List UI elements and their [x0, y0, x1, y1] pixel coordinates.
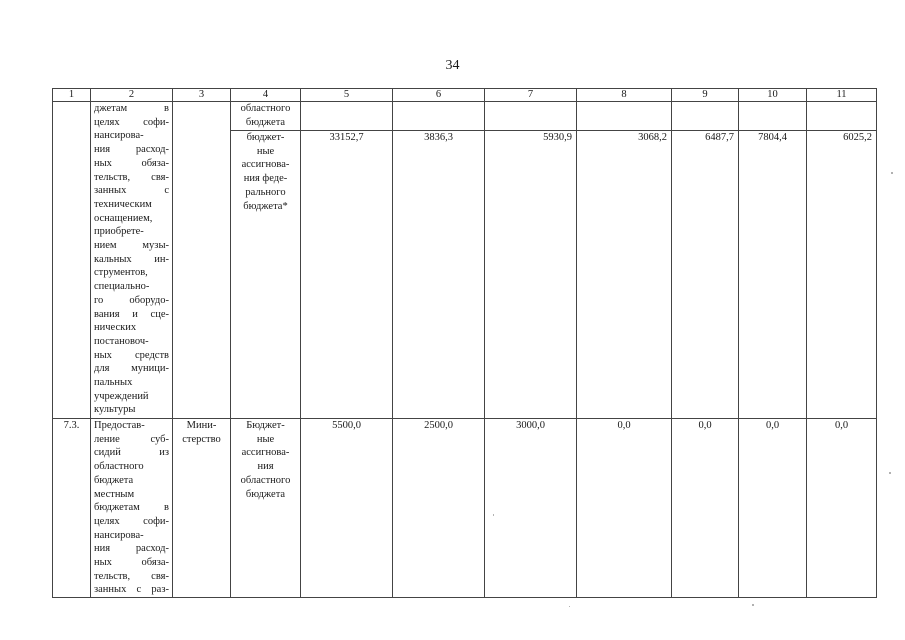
value-cell: 7804,4: [739, 131, 807, 419]
header-row: [53, 89, 877, 102]
cell-text-line: ассигнова-: [241, 159, 290, 171]
cell-text-line: занных с: [94, 185, 169, 197]
cell-text-line: нансирова-: [94, 529, 144, 541]
cell-text-line: бюджета: [245, 116, 286, 128]
cell-text-line: вания и сце-: [94, 308, 169, 320]
cell-text-line: ных обяза-: [94, 157, 169, 169]
cell-text-line: ных средств: [94, 349, 169, 361]
scan-speck: [493, 514, 494, 516]
value-cell: 5930,9: [485, 131, 577, 419]
value-cell: 6025,2: [807, 131, 877, 419]
cell-text-line: бюджета: [94, 474, 134, 486]
table-row: [53, 419, 877, 598]
cell-text-line: нием музы-: [94, 240, 169, 252]
description-cell: [91, 419, 173, 598]
value-cell: 5500,0: [301, 419, 393, 598]
cell-text-line: пальных: [94, 377, 133, 389]
value-cell: 3068,2: [577, 131, 672, 419]
funding-source-cell: [231, 102, 301, 131]
column-header: 8: [577, 89, 672, 102]
scan-speck: [752, 604, 754, 606]
value-cell: [485, 102, 577, 131]
value-cell: 0,0: [672, 419, 739, 598]
cell-text-line: Предостав-: [94, 420, 145, 431]
value-cell: [807, 102, 877, 131]
cell-text-line: ление суб-: [94, 433, 169, 445]
cell-text-line: учреждений: [94, 390, 149, 402]
column-header: 3: [173, 89, 231, 102]
cell-text-line: ные: [256, 145, 275, 157]
cell-text-line: струментов,: [94, 267, 148, 279]
column-header: 4: [231, 89, 301, 102]
cell-text-line: специально-: [94, 281, 150, 293]
cell-text-line: го оборудо-: [94, 294, 169, 306]
value-cell: [301, 102, 393, 131]
column-header: 1: [53, 89, 91, 102]
funding-source-cell: [231, 419, 301, 598]
cell-text-line: ния расход-: [94, 543, 169, 555]
page-number: 34: [445, 58, 460, 73]
value-cell: 33152,7: [301, 131, 393, 419]
scan-speck: [889, 472, 891, 474]
cell-text-line: нансирова-: [94, 130, 144, 142]
cell-text-line: областного: [240, 474, 291, 486]
cell-text-line: рального: [245, 186, 286, 198]
column-header: 9: [672, 89, 739, 102]
column-header: 10: [739, 89, 807, 102]
cell-text-line: бюджетам в: [94, 502, 169, 514]
cell-text-line: бюджета*: [243, 200, 288, 212]
cell-text-line: культуры: [94, 404, 136, 416]
cell-text-line: для муници-: [94, 363, 169, 375]
cell-text-line: постановоч-: [94, 335, 149, 347]
value-cell: [672, 102, 739, 131]
value-cell: 6487,7: [672, 131, 739, 419]
value-cell: [393, 102, 485, 131]
row-number-cell: [53, 102, 91, 419]
value-cell: 0,0: [739, 419, 807, 598]
cell-text-line: стерство: [182, 433, 221, 445]
column-header: 11: [807, 89, 877, 102]
column-header: 6: [393, 89, 485, 102]
cell-text-line: ные: [256, 433, 275, 445]
scan-speck: [569, 606, 570, 607]
value-cell: [739, 102, 807, 131]
cell-text-line: приобрете-: [94, 226, 144, 238]
cell-text-line: тельств, свя-: [94, 171, 169, 183]
cell-text-line: целях софи-: [94, 515, 169, 527]
cell-text-line: ных обяза-: [94, 557, 169, 569]
cell-text-line: ния феде-: [243, 173, 288, 185]
executor-cell: [173, 102, 231, 419]
value-cell: [577, 102, 672, 131]
column-header: 7: [485, 89, 577, 102]
value-cell: 2500,0: [393, 419, 485, 598]
cell-text-line: ния: [257, 461, 274, 473]
cell-text-line: ассигнова-: [241, 447, 290, 459]
cell-text-line: целях софи-: [94, 116, 169, 128]
cell-text-line: областного: [94, 461, 144, 473]
value-cell: 0,0: [577, 419, 672, 598]
cell-text-line: областного: [240, 103, 291, 114]
scan-speck: [891, 172, 893, 174]
cell-text-line: техническим: [94, 198, 152, 210]
row-number-cell: 7.3.: [53, 419, 91, 598]
cell-text-line: местным: [94, 488, 135, 500]
cell-text-line: тельств, свя-: [94, 570, 169, 582]
budget-table: [52, 88, 877, 598]
value-cell: 3836,3: [393, 131, 485, 419]
cell-text-line: ния расход-: [94, 144, 169, 156]
cell-text-line: оснащением,: [94, 212, 153, 224]
cell-text-line: Бюджет-: [246, 420, 285, 431]
cell-text-line: нических: [94, 322, 137, 334]
table-row: [53, 102, 877, 131]
cell-text-line: бюджет-: [246, 132, 285, 143]
executor-cell: [173, 419, 231, 598]
column-header: 5: [301, 89, 393, 102]
cell-text-line: кальных ин-: [94, 253, 169, 265]
value-cell: 0,0: [807, 419, 877, 598]
funding-source-cell: [231, 131, 301, 419]
cell-text-line: Мини-: [186, 420, 217, 431]
description-cell: [91, 102, 173, 419]
cell-text-line: занных с раз-: [94, 584, 169, 596]
cell-text-line: сидий из: [94, 447, 169, 459]
column-header: 2: [91, 89, 173, 102]
value-cell: 3000,0: [485, 419, 577, 598]
cell-text-line: джетам в: [94, 103, 169, 114]
cell-text-line: бюджета: [245, 488, 286, 500]
